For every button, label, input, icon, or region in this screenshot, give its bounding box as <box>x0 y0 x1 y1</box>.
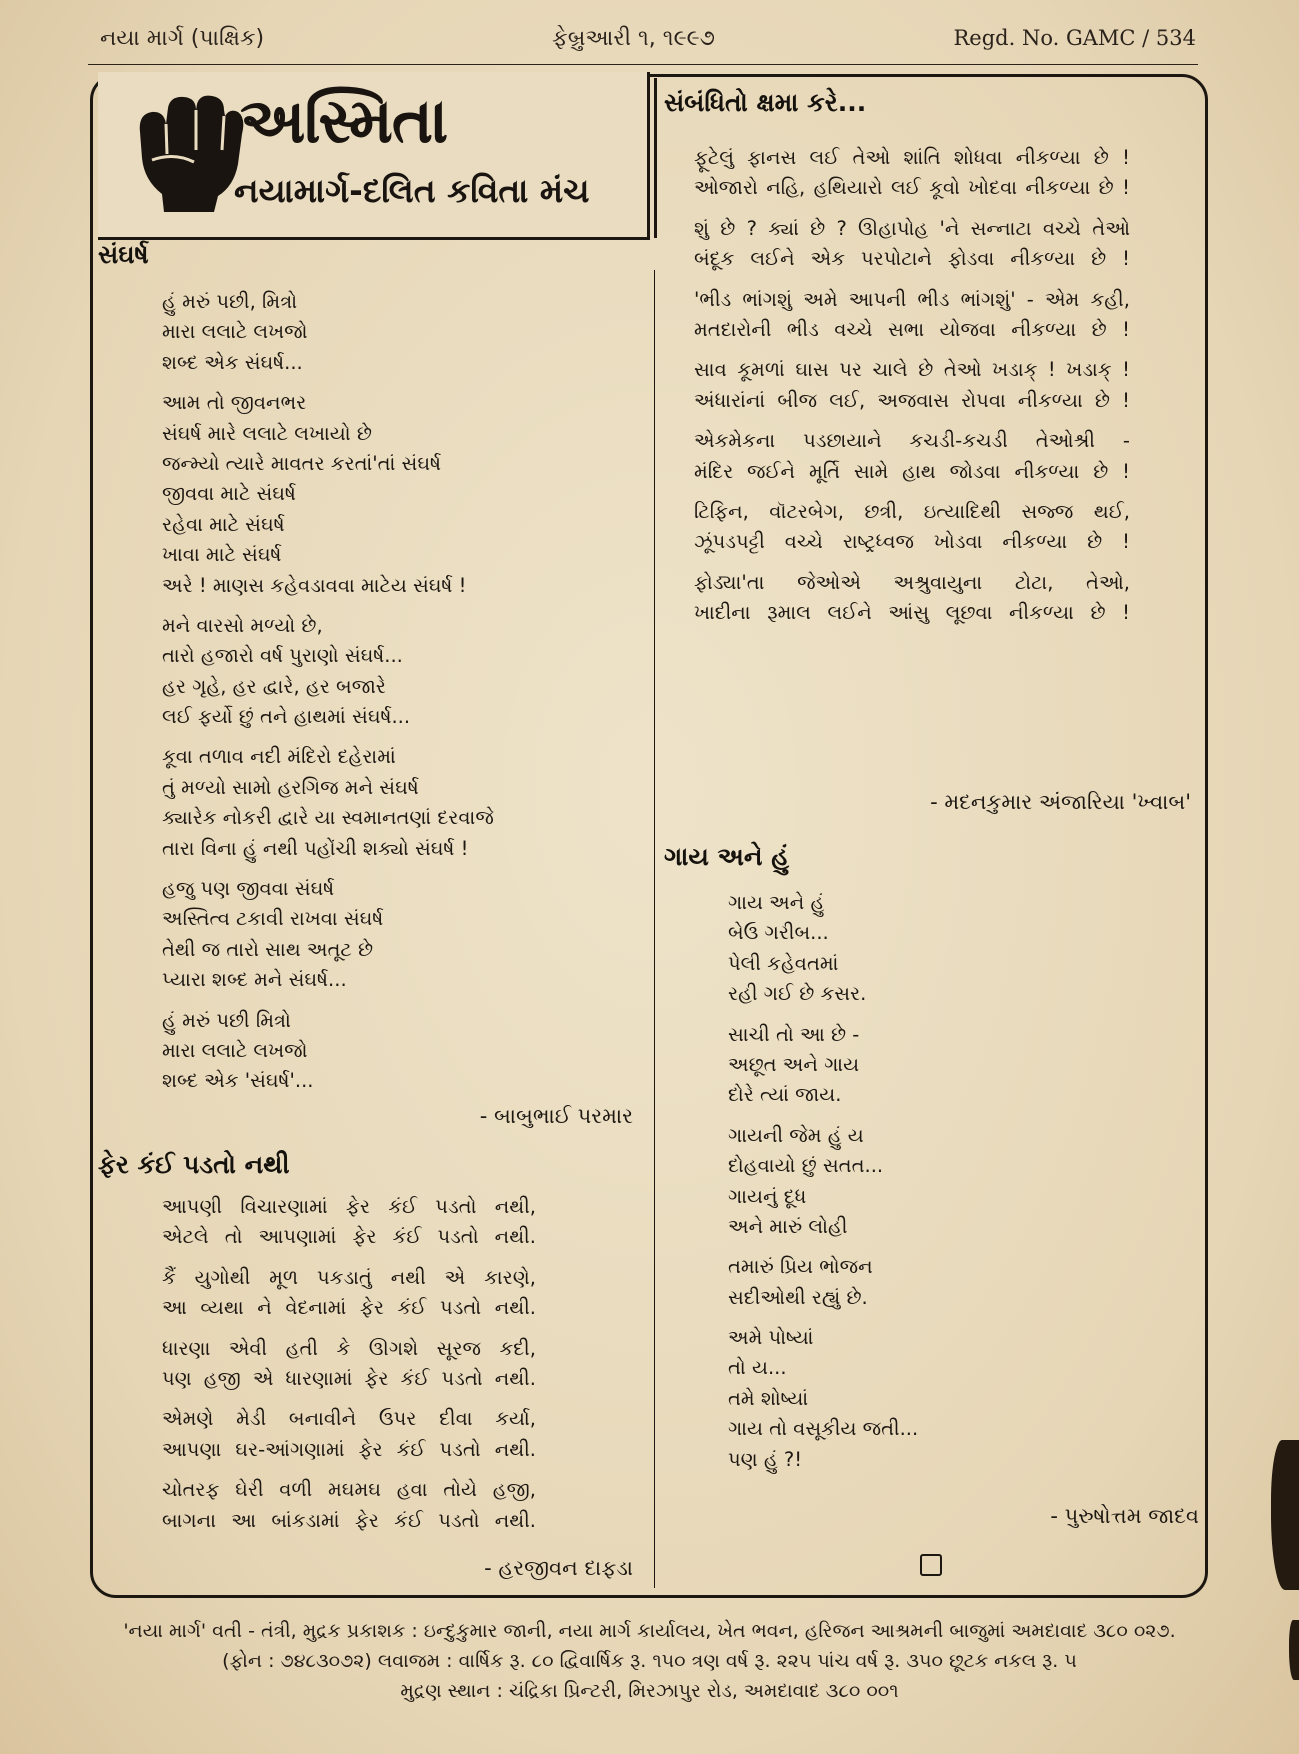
poem-line: શબ્દ એક 'સંઘર્ષ'... <box>162 1069 314 1093</box>
poem-author-pher: - હરજીવન દાફડા <box>484 1556 633 1580</box>
poem-title-sambandhito: સંબંધિતો ક્ષમા કરે... <box>664 88 867 117</box>
stanza-gap <box>162 1324 536 1334</box>
poem-line: હર ગૃહે, હર દ્વારે, હર બજારે <box>162 674 386 698</box>
stanza-gap <box>162 601 494 611</box>
stanza-gap <box>694 416 1130 426</box>
poem-line: દોરે ત્યાં જાય. <box>728 1083 842 1107</box>
logo-title: અસ્મિતા <box>240 84 448 157</box>
poem-line: કૈં યુગોથી મૂળ પકડાતું નથી એ કારણે, <box>162 1265 536 1289</box>
poem-line: આપણી વિચારણામાં ફેર કંઈ પડતો નથી, <box>162 1195 536 1218</box>
stanza-gap <box>728 1313 918 1323</box>
poem-author-sambandhito: - મદનકુમાર અંજારિયા 'ખ્વાબ' <box>930 790 1191 814</box>
poem-line: ચોતરફ ઘેરી વળી મઘમઘ હવા તોયે હજી, <box>162 1478 536 1502</box>
poem-line: ઓજારો નહિ, હથિયારો લઈ કૂવો ખોદવા નીકળ્યા છે ! <box>694 176 1130 200</box>
poem-line: શબ્દ એક સંઘર્ષ... <box>162 350 303 374</box>
poem-line: ધારણા એવી હતી કે ઊગશે સૂરજ કદી, <box>162 1336 536 1360</box>
poem-line: ખાદીના રૂમાલ લઈને આંસુ લૂછવા નીકળ્યા છે ! <box>694 601 1130 625</box>
poem-line: જન્મ્યો ત્યારે માવતર કરતાં'તાં સંઘર્ષ <box>162 451 441 475</box>
poem-title-pher: ફેર કંઈ પડતો નથી <box>98 1150 290 1179</box>
poem-line: એમણે મેડી બનાવીને ઉપર દીવા કર્યા, <box>162 1407 536 1431</box>
poem-line: મંદિર જઈને મૂર્તિ સામે હાથ જોડવા નીકળ્યા છે ! <box>694 459 1130 483</box>
footer-publisher: 'નયા માર્ગ' વતી - તંત્રી, મુદ્રક પ્રકાશક : ઇન્દુકુમાર જાની, નયા માર્ગ કાર્યાલય, ખેત ભવન, હરિજન આશ્રમની બાજુમાં અમદાવાદ ૩૮૦ ૦૨૭. <box>123 1620 1176 1642</box>
poem-line: અંધારાંનાં બીજ લઈ, અજવાસ રોપવા નીકળ્યા છે ! <box>694 388 1130 412</box>
poem-line: મારા લલાટે લખજો <box>162 320 308 344</box>
page-damage <box>1289 1620 1299 1680</box>
poem-line: પેલી કહેવતમાં <box>728 951 839 975</box>
registration-number: Regd. No. GAMC / 534 <box>953 26 1196 50</box>
stanza-gap <box>728 1010 918 1020</box>
stanza-gap <box>162 1253 536 1263</box>
footer-printer: મુદ્રણ સ્થાન : ચંદ્રિકા પ્રિન્ટરી, મિરઝાપુર રોડ, અમદાવાદ ૩૮૦ ૦૦૧ <box>400 1680 899 1702</box>
poem-line: મને વારસો મળ્યો છે, <box>162 613 323 637</box>
poem-line: દોહવાયો છું સતત... <box>728 1154 884 1178</box>
poem-line: કૂવા તળાવ નદી મંદિરો દહેરામાં <box>162 745 396 769</box>
stanza-gap <box>694 558 1130 568</box>
poem-gaay <box>728 888 918 1475</box>
poem-sangharsh <box>162 287 494 1097</box>
column-divider-top <box>654 78 657 238</box>
poem-line: અરે ! માણસ કહેવડાવવા માટેય સંઘર્ષ ! <box>162 573 467 597</box>
poem-line: ખાવા માટે સંઘર્ષ <box>162 543 282 567</box>
poem-line: તારો હજારો વર્ષ પુરાણો સંઘર્ષ... <box>162 644 403 668</box>
stanza-gap <box>694 487 1130 497</box>
issue-date: ફેબ્રુઆરી ૧, ૧૯૯૭ <box>552 26 715 51</box>
poem-line: તારા વિના હું નથી પહોંચી શક્યો સંઘર્ષ ! <box>162 836 469 860</box>
poem-line: તમે શોષ્યાં <box>728 1386 809 1410</box>
poem-line: એટલે તો આપણામાં ફેર કંઈ પડતો નથી. <box>162 1225 536 1249</box>
poem-line: હું મરું પછી મિત્રો <box>162 1008 291 1032</box>
poem-line: ફૂટેલું ફાનસ લઈ તેઓ શાંતિ શોધવા નીકળ્યા છે ! <box>694 146 1130 169</box>
stanza-gap <box>162 1394 536 1404</box>
poem-line: બંદૂક લઈને એક પરપોટાને ફોડવા નીકળ્યા છે ! <box>694 247 1130 271</box>
column-divider <box>654 270 655 1588</box>
poem-line: એકમેકના પડછાયાને કચડી-કચડી તેઓશ્રી - <box>694 429 1130 453</box>
poem-line: તેથી જ તારો સાથ અતૂટ છે <box>162 937 374 961</box>
publication-name: નયા માર્ગ (પાક્ષિક) <box>100 26 265 51</box>
poem-line: હજુ પણ જીવવા સંઘર્ષ <box>162 877 335 901</box>
poem-line: સદીઓથી રહ્યું છે. <box>728 1285 868 1309</box>
poem-line: આ વ્યથા ને વેદનામાં ફેર કંઈ પડતો નથી. <box>162 1296 536 1320</box>
end-mark-icon <box>920 1554 942 1576</box>
logo-banner <box>98 72 650 240</box>
header-rule <box>88 64 1198 65</box>
poem-line: અમે પોષ્યાં <box>728 1326 814 1350</box>
poem-line: શું છે ? ક્યાં છે ? ઊહાપોહ 'ને સન્નાટા વચ્ચે તેઓ <box>694 216 1130 240</box>
poem-line: બાગના આ બાંકડામાં ફેર કંઈ પડતો નથી. <box>162 1508 536 1532</box>
poem-line: જીવવા માટે સંઘર્ષ <box>162 482 296 506</box>
poem-line: રહી ગઈ છે કસર. <box>728 982 867 1006</box>
poem-line: ગાયની જેમ હું ય <box>728 1123 864 1147</box>
poem-line: હું મરું પછી, મિત્રો <box>162 290 298 313</box>
poem-title-sangharsh: સંઘર્ષ <box>98 240 149 269</box>
poem-pher <box>162 1192 536 1536</box>
stanza-gap <box>162 1465 536 1475</box>
poem-line: મતદારોની ભીડ વચ્ચે સભા યોજવા નીકળ્યા છે ! <box>694 317 1130 341</box>
poem-line: અસ્તિત્વ ટકાવી રાખવા સંઘર્ષ <box>162 907 384 931</box>
poem-line: તું મળ્યો સામો હરગિજ મને સંઘર્ષ <box>162 775 419 799</box>
poem-line: ટિફિન, વૉટરબેગ, છત્રી, ઇત્યાદિથી સજ્જ થઈ, <box>694 499 1130 523</box>
poem-line: લઈ ફર્યો છું તને હાથમાં સંઘર્ષ... <box>162 705 411 729</box>
poem-author-sangharsh: - બાબુભાઈ પરમાર <box>479 1104 633 1128</box>
poem-line: સંઘર્ષ મારે લલાટે લખાયો છે <box>162 421 372 445</box>
poem-line: તો ય... <box>728 1356 787 1380</box>
raised-fist-icon <box>134 94 246 214</box>
page-damage <box>1271 1440 1299 1590</box>
poem-line: અછૂત અને ગાય <box>728 1052 860 1076</box>
stanza-gap <box>694 204 1130 214</box>
stanza-gap <box>162 996 494 1006</box>
poem-line: અને મારું લોહી <box>728 1214 848 1238</box>
poem-line: મારા લલાટે લખજો <box>162 1038 308 1062</box>
stanza-gap <box>728 1111 918 1121</box>
stanza-gap <box>694 275 1130 285</box>
poem-line: સાચી તો આ છે - <box>728 1022 860 1046</box>
poem-author-gaay: - પુરુષોત્તમ જાદવ <box>1050 1504 1199 1528</box>
stanza-gap <box>162 864 494 874</box>
poem-line: આમ તો જીવનભર <box>162 391 307 415</box>
poem-line: રહેવા માટે સંઘર્ષ <box>162 512 285 536</box>
logo-subtitle: નયામાર્ગ-દલિત કવિતા મંચ <box>234 171 590 210</box>
stanza-gap <box>728 1242 918 1252</box>
footer-subscription: (ફોન : ૭૪૮૩૦૭૨) લવાજમ : વાર્ષિક રૂ. ૮૦ દ્વિવાર્ષિક રૂ. ૧૫૦ ત્રણ વર્ષ રૂ. ૨૨૫ પાંચ વર્ષ રૂ. ૩૫૦ છૂટક નકલ રૂ. ૫ <box>222 1650 1077 1672</box>
stanza-gap <box>694 345 1130 355</box>
poem-line: પણ હજી એ ધારણામાં ફેર કંઈ પડતો નથી. <box>162 1366 536 1390</box>
poem-sambandhito <box>694 143 1130 628</box>
poem-line: ગાયનું દૂધ <box>728 1184 807 1208</box>
poem-line: પ્યારા શબ્દ મને સંઘર્ષ... <box>162 968 347 992</box>
stanza-gap <box>162 378 494 388</box>
poem-line: ગાય તો વસૂકીય જતી... <box>728 1417 919 1441</box>
poem-line: આપણા ઘર-આંગણામાં ફેર કંઈ પડતો નથી. <box>162 1437 536 1461</box>
poem-line: ઝૂંપડપટ્ટી વચ્ચે રાષ્ટ્રધ્વજ ખોડવા નીકળ્યા છે ! <box>694 530 1130 554</box>
poem-line: બેઉ ગરીબ... <box>728 921 829 945</box>
poem-line: સાવ કૂમળાં ઘાસ પર ચાલે છે તેઓ ખડાક્ ! ખડાક્ ! <box>694 358 1130 382</box>
poem-line: પણ હું ?! <box>728 1447 803 1471</box>
poem-line: તમારું પ્રિય ભોજન <box>728 1255 873 1279</box>
poem-line: 'ભીડ ભાંગશું અમે આપની ભીડ ભાંગશું' - એમ કહી, <box>694 287 1130 311</box>
poem-line: ગાય અને હું <box>728 891 825 914</box>
poem-line: ફોડ્યા'તા જેઓએ અશ્રુવાયુના ટોટા, તેઓ, <box>694 570 1130 594</box>
poem-line: ક્યારેક નોકરી દ્વારે યા સ્વમાનતણાં દરવાજે <box>162 806 494 830</box>
poem-title-gaay: ગાય અને હું <box>664 842 790 871</box>
stanza-gap <box>162 732 494 742</box>
